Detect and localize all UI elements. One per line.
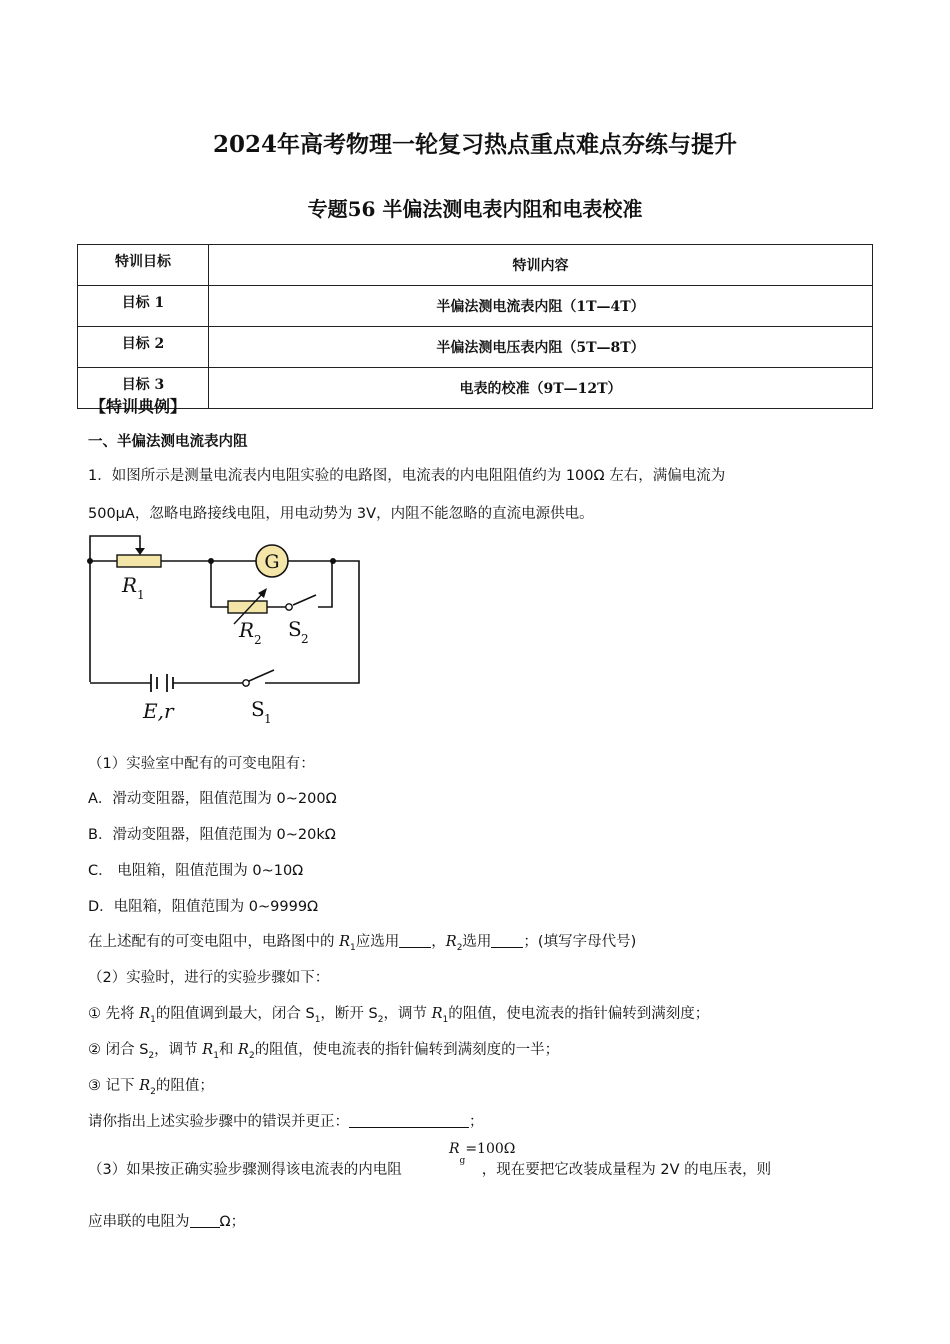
- table-header-row: [78, 245, 873, 286]
- switch-s2-terminal: [286, 604, 292, 610]
- goal-cell: 目标 3: [78, 368, 209, 409]
- step-2: ② 闭合 $S_2$，调节 $R_1$和 $R_2$的阻值，使电流表的指针偏转到满刻度的一半；: [88, 1042, 560, 1061]
- document-title: 2024年高考物理一轮复习热点重点难点夯练与提升: [212, 131, 737, 158]
- part-1-heading: （1）实验室中配有的可变电阻有：: [88, 756, 315, 772]
- table-row: [78, 327, 873, 368]
- circuit-diagram: [80, 532, 370, 728]
- answer-blank-r1[interactable]: [399, 933, 431, 948]
- label-s2: S: [288, 617, 302, 641]
- document-subtitle: 专题56 半偏法测电表内阻和电表校准: [307, 197, 643, 221]
- content-cell: 电表的校准（9T—12T）: [209, 368, 873, 409]
- switch-s1-terminal: [243, 680, 249, 686]
- goal-cell: 目标 2: [78, 327, 209, 368]
- label-battery: E,r: [143, 699, 174, 723]
- part-2-heading: （2）实验时，进行的实验步骤如下：: [88, 970, 330, 986]
- content-cell: 半偏法测电压表内阻（5T—8T）: [209, 327, 873, 368]
- junction-dot: [208, 558, 214, 564]
- step-1: ① 先将 $R_1$的阻值调到最大，闭合 $S_1$，断开 $S_2$，调节 $R_1$的阻值，使电流表的指针偏转到满刻度；: [88, 1006, 710, 1025]
- option-a: A．滑动变阻器，阻值范围为 0~200Ω: [88, 791, 337, 807]
- question-intro-line-2: 500μA，忽略电路接线电阻，用电动势为 3V，内阻不能忽略的直流电源供电。: [88, 506, 594, 522]
- junction-dot: [87, 558, 93, 564]
- answer-blank-correction[interactable]: [349, 1113, 469, 1128]
- table-header-content: 特训内容: [209, 245, 873, 286]
- answer-blank-r2[interactable]: [491, 933, 523, 948]
- label-r1-sub: 1: [137, 588, 145, 602]
- battery-icon: [151, 674, 173, 692]
- goal-cell: 目标 1: [78, 286, 209, 327]
- content-cell: 半偏法测电流表内阻（1T—4T）: [209, 286, 873, 327]
- answer-blank-resistance[interactable]: [190, 1213, 220, 1228]
- select-resistor-line: 在上述配有的可变电阻中，电路图中的 $R_1$应选用 ，$R_2$选用 ；(填写字母代号): [88, 934, 637, 953]
- goals-table: [77, 244, 873, 409]
- section-label: 【特训典例】: [90, 397, 187, 416]
- correction-line: 请你指出上述实验步骤中的错误并更正： ；: [88, 1114, 484, 1130]
- label-s1-sub: 1: [264, 712, 272, 726]
- table-row: [78, 368, 873, 409]
- rheostat-r1: [117, 555, 161, 567]
- section-heading: 一、半偏法测电流表内阻: [88, 434, 248, 450]
- label-s2-sub: 2: [301, 632, 309, 646]
- slider-arrow-icon: [135, 548, 145, 555]
- part-3-answer-line: 应串联的电阻为 Ω；: [88, 1214, 246, 1230]
- option-c: C． 电阻箱，阻值范围为 0~10Ω: [88, 863, 304, 879]
- question-intro-line-1: 1．如图所示是测量电流表内电阻实验的电路图，电流表的内电阻阻值约为 100Ω 左右，满偏电流为: [88, 468, 726, 484]
- option-b: B．滑动变阻器，阻值范围为 0~20kΩ: [88, 827, 336, 843]
- label-r2: R: [239, 618, 255, 642]
- label-s1: S: [251, 697, 265, 721]
- label-r1: R: [122, 573, 138, 597]
- resistance-box-r2: [228, 601, 267, 613]
- junction-dot: [330, 558, 336, 564]
- step-3: ③ 记下 $R_2$的阻值；: [88, 1078, 214, 1097]
- option-d: D．电阻箱，阻值范围为 0~9999Ω: [88, 899, 319, 915]
- table-row: [78, 286, 873, 327]
- galvanometer-label: G: [264, 551, 280, 573]
- formula-rg: $R_g=100\Omega$: [449, 1141, 516, 1166]
- part-3-line: （3）如果按正确实验步骤测得该电流表的内电阻 ，现在要把它改装成量程为 2V 的电压表，则: [88, 1162, 772, 1178]
- label-r2-sub: 2: [254, 633, 262, 647]
- table-header-goal: 特训目标: [78, 245, 209, 286]
